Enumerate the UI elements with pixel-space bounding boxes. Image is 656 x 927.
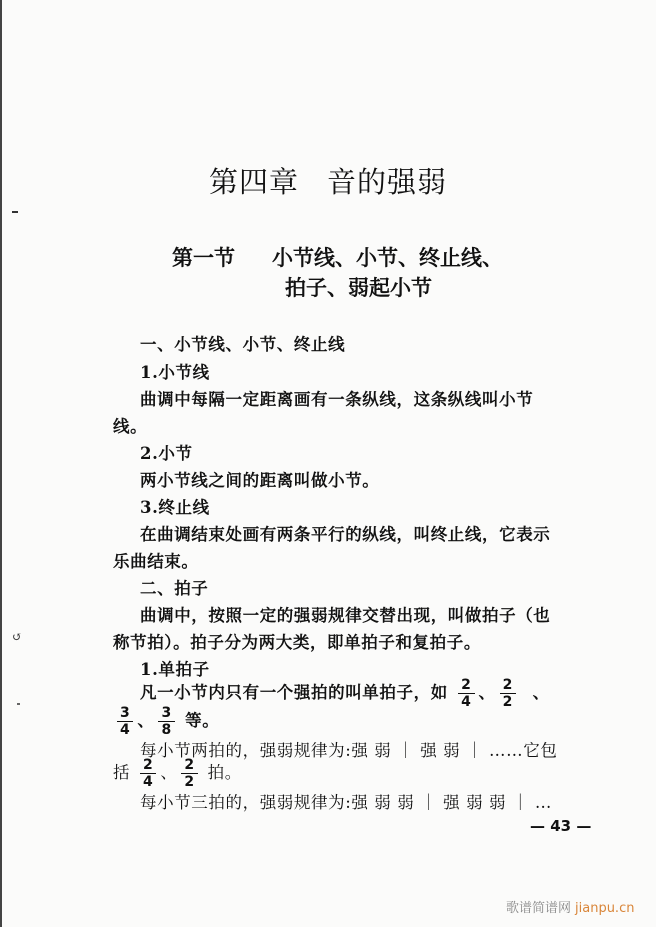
subheading-3: 3.终止线 — [140, 498, 210, 517]
watermark — [506, 897, 634, 916]
time-signature-3-4: $\frac{3}{4}$ — [117, 706, 133, 737]
paragraph-5-line-1 — [140, 678, 640, 709]
paragraph-1-line-2: 线。 — [113, 417, 148, 436]
section-title-line1: 小节线、小节、终止线、 — [272, 245, 503, 270]
paragraph-3-line-2: 乐曲结束。 — [113, 552, 199, 571]
paragraph-4-line-1: 曲调中，按照一定的强弱规律交替出现，叫做拍子（也 — [140, 606, 551, 625]
scan-mark — [12, 211, 18, 213]
watermark-url: jianpu.cn — [575, 901, 635, 916]
section-number: 第一节 — [172, 245, 235, 270]
chapter-number: 第四章 — [208, 165, 299, 199]
paragraph-1-line-1: 曲调中每隔一定距离画有一条纵线，这条纵线叫小节 — [140, 390, 534, 409]
paragraph-7-line-1: 每小节三拍的，强弱规律为:强 弱 弱 ｜ 强 弱 弱 ｜ … — [140, 793, 553, 812]
subheading-2: 2.小节 — [140, 444, 193, 463]
subheading-4: 1.单拍子 — [140, 660, 210, 679]
page-edge-line — [0, 0, 2, 927]
separator: 、 — [478, 683, 496, 702]
paragraph-2-line-1: 两小节线之间的距离叫做小节。 — [140, 471, 380, 490]
paragraph-6-end: 拍。 — [207, 763, 242, 782]
separator: 、 — [137, 711, 155, 730]
scan-artifact-icon: ↺ — [12, 630, 23, 644]
heading-2: 二、拍子 — [140, 579, 209, 598]
paragraph-6-line-1: 每小节两拍的，强弱规律为:强 弱 ｜ 强 弱 ｜ ……它包 — [140, 741, 558, 760]
separator: 、 — [160, 763, 178, 782]
heading-1: 一、小节线、小节、终止线 — [140, 335, 346, 354]
time-signature-2-4: $\frac{2}{4}$ — [140, 758, 156, 789]
time-signature-2-2: $\frac{2}{2}$ — [500, 678, 516, 709]
time-signature-2-4: $\frac{2}{4}$ — [458, 678, 474, 709]
page-number: — 43 — — [530, 817, 592, 835]
watermark-text: 歌谱简谱网 — [506, 901, 572, 916]
section-title — [172, 243, 572, 303]
chapter-name: 音的强弱 — [327, 165, 448, 199]
time-signature-3-8: $\frac{3}{8}$ — [158, 706, 174, 737]
time-signature-2-2: $\frac{2}{2}$ — [181, 758, 197, 789]
subheading-1: 1.小节线 — [140, 363, 210, 382]
chapter-title — [0, 160, 656, 201]
paragraph-6-line-2 — [113, 758, 613, 789]
section-title-line2: 拍子、弱起小节 — [285, 275, 432, 300]
paragraph-4-line-2: 称节拍）。拍子分为两大类，即单拍子和复拍子。 — [113, 633, 481, 652]
paragraph-5-end: 等。 — [185, 711, 220, 730]
paragraph-5-text: 凡一小节内只有一个强拍的叫单拍子，如 — [140, 683, 448, 702]
paragraph-5-line-2 — [113, 706, 613, 737]
separator: 、 — [532, 683, 550, 702]
paragraph-6-start: 括 — [113, 763, 131, 782]
paragraph-3-line-1: 在曲调结束处画有两条平行的纵线，叫终止线，它表示 — [140, 525, 551, 544]
scan-dot — [17, 703, 20, 705]
